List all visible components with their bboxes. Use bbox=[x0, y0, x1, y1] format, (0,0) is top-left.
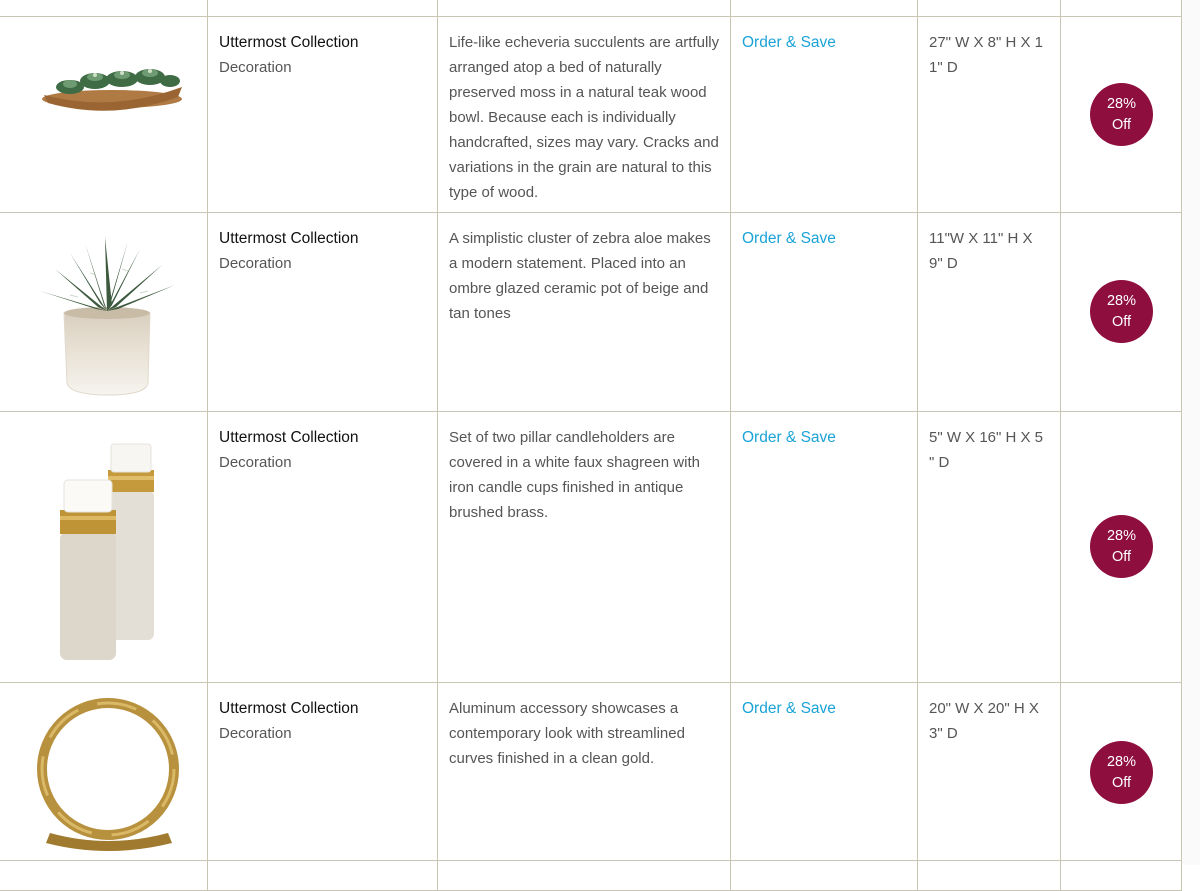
table-row bbox=[0, 213, 1182, 412]
discount-word: Off bbox=[1111, 116, 1132, 133]
dimensions-cell bbox=[918, 683, 1061, 861]
brand-cell bbox=[208, 683, 438, 861]
order-and-save-link[interactable]: Order & Save bbox=[742, 700, 836, 717]
order-and-save-link[interactable]: Order & Save bbox=[742, 429, 836, 446]
discount-badge bbox=[1090, 83, 1153, 146]
product-description: Aluminum accessory showcases a contemporary look with streamlined curves finished in a clean gold. bbox=[449, 700, 685, 767]
order-cell bbox=[731, 412, 918, 683]
discount-badge bbox=[1090, 280, 1153, 343]
product-description: A simplistic cluster of zebra aloe makes a modern statement. Placed into an ombre glazed ceramic pot of beige and tan tones bbox=[449, 230, 711, 322]
product-description: Set of two pillar candleholders are covered in a white faux shagreen with iron candle cups finished in antique brushed brass. bbox=[449, 429, 700, 521]
brand-cell bbox=[208, 17, 438, 213]
order-and-save-link[interactable]: Order & Save bbox=[742, 230, 836, 247]
brand-name: Uttermost Collection bbox=[219, 230, 359, 247]
order-cell bbox=[731, 683, 918, 861]
table-row bbox=[0, 683, 1182, 861]
discount-percent: 28% bbox=[1106, 292, 1137, 309]
description-cell bbox=[438, 213, 731, 412]
discount-percent: 28% bbox=[1106, 527, 1137, 544]
description-cell bbox=[438, 412, 731, 683]
dimensions-cell bbox=[918, 17, 1061, 213]
gold-ring-sculpture-icon bbox=[0, 683, 208, 861]
succulent-bowl-icon bbox=[0, 17, 208, 213]
product-dimensions: 20" W X 20" H X 3" D bbox=[929, 700, 1039, 742]
product-image-cell[interactable] bbox=[0, 412, 208, 683]
product-description: Life-like echeveria succulents are artfully arranged atop a bed of naturally preserved moss in a natural teak wood bowl. Because each is individually handcrafted, sizes may vary. Cracks and variations in the grain are natural to this type of wood. bbox=[449, 34, 720, 201]
discount-word: Off bbox=[1111, 548, 1132, 565]
product-category: Decoration bbox=[219, 454, 292, 471]
discount-cell bbox=[1061, 213, 1182, 412]
discount-percent: 28% bbox=[1106, 753, 1137, 770]
brand-cell bbox=[208, 412, 438, 683]
order-and-save-link[interactable]: Order & Save bbox=[742, 34, 836, 51]
candleholders-icon bbox=[0, 412, 208, 683]
product-dimensions: 27" W X 8" H X 1 1" D bbox=[929, 34, 1044, 76]
product-image-cell[interactable] bbox=[0, 213, 208, 412]
product-category: Decoration bbox=[219, 725, 292, 742]
discount-word: Off bbox=[1111, 774, 1132, 791]
brand-name: Uttermost Collection bbox=[219, 34, 359, 51]
description-cell bbox=[438, 683, 731, 861]
product-category: Decoration bbox=[219, 255, 292, 272]
order-cell bbox=[731, 17, 918, 213]
brand-name: Uttermost Collection bbox=[219, 700, 359, 717]
product-image-cell[interactable] bbox=[0, 17, 208, 213]
table-row-partial-top bbox=[0, 0, 1182, 17]
description-cell bbox=[438, 17, 731, 213]
discount-cell bbox=[1061, 412, 1182, 683]
discount-percent: 28% bbox=[1106, 95, 1137, 112]
discount-word: Off bbox=[1111, 313, 1132, 330]
discount-cell bbox=[1061, 17, 1182, 213]
aloe-pot-icon bbox=[0, 213, 208, 412]
brand-cell bbox=[208, 213, 438, 412]
table-row bbox=[0, 412, 1182, 683]
product-image-cell[interactable] bbox=[0, 683, 208, 861]
product-category: Decoration bbox=[219, 59, 292, 76]
order-cell bbox=[731, 213, 918, 412]
product-dimensions: 5" W X 16" H X 5 " D bbox=[929, 429, 1044, 471]
page-right-margin bbox=[1181, 0, 1200, 865]
dimensions-cell bbox=[918, 213, 1061, 412]
table-row bbox=[0, 17, 1182, 213]
discount-badge bbox=[1090, 515, 1153, 578]
discount-cell bbox=[1061, 683, 1182, 861]
product-dimensions: 11"W X 11" H X 9" D bbox=[929, 230, 1033, 272]
dimensions-cell bbox=[918, 412, 1061, 683]
table-row-partial-bottom bbox=[0, 861, 1182, 891]
brand-name: Uttermost Collection bbox=[219, 429, 359, 446]
discount-badge bbox=[1090, 741, 1153, 804]
